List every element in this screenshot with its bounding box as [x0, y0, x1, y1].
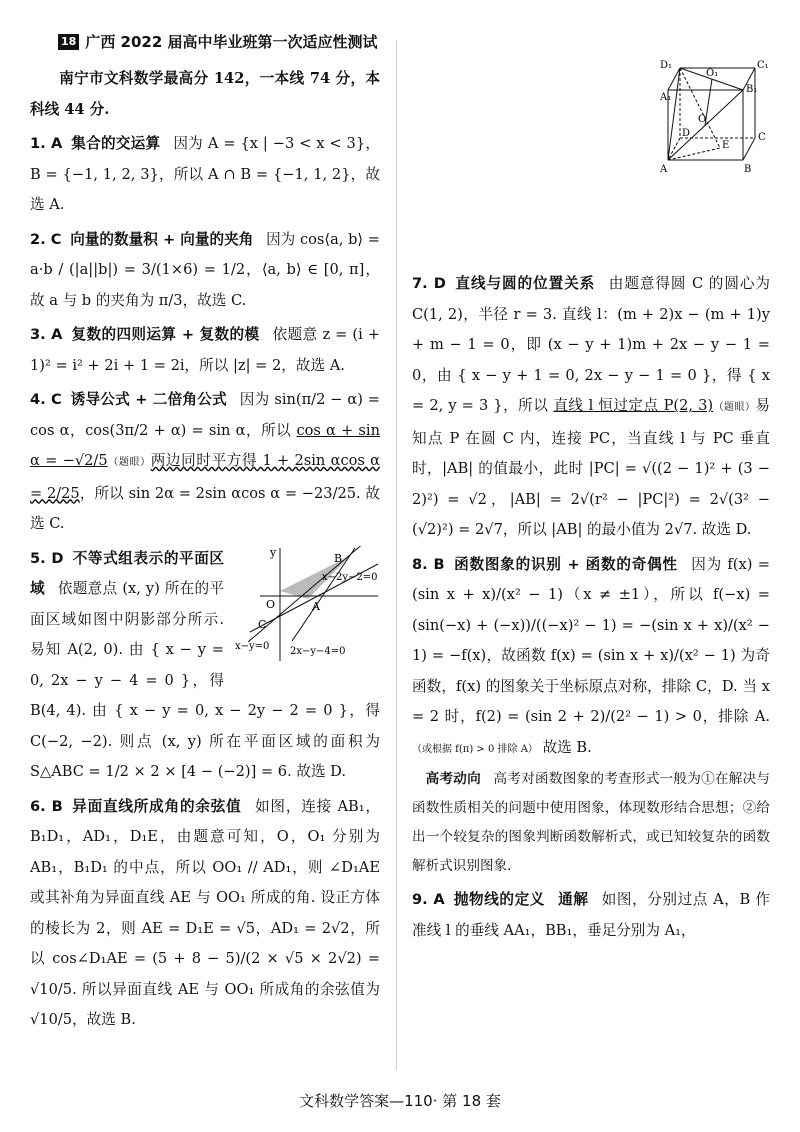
answer-4-underlined: cos α + sin α = −√2/5: [30, 421, 380, 469]
cube-label-o1: O₁: [706, 68, 719, 79]
answer-9: [412, 885, 770, 946]
region-graph: [230, 546, 380, 666]
cube-graph: [660, 60, 770, 180]
answer-7-text-1: 由题意得圆 C 的圆心为 C(1, 2)，半径 r = 3. 直线 l：(m + 2)x − (m + 1)y + m − 1 = 0，即 (x − y + 1)m + 2x − y − 1 = 0，由 { x − y + 1 = 0, 2x − y − 1 = 0 }，得 { x = 2, y = 3 }，所以: [412, 275, 770, 414]
answer-6-number: 6. B: [30, 797, 63, 815]
answer-7-tag: 直线与圆的位置关系: [455, 275, 596, 292]
answer-1: [30, 129, 380, 221]
label-line-3: 2x−y−4=0: [290, 645, 346, 657]
answer-7-text-2: 易知点 P 在圆 C 内，连接 PC，当直线 l 与 PC 垂直时，|AB| 的值最小，此时 |PC| = √((2 − 1)² + (3 − 2)²) = √2，|AB| = 2√(r² − |PC|²) = 2√(3² − (√2)²) = 2√7，所以 |AB| 的最小值为 2√7. 故选 D.: [412, 397, 771, 538]
score-intro: 南宁市文科数学最高分 142，一本线 74 分，本科线 44 分.: [30, 70, 380, 118]
answer-4-text-2: ，所以 sin 2α = 2sin αcos α = −23/25. 故选 C.: [30, 484, 381, 532]
answer-8-number: 8. B: [412, 555, 445, 573]
answer-4-number: 4. C: [30, 391, 62, 408]
exam-trend-text: 高考对函数图象的考查形式一般为①在解决与函数性质相关的问题中使用图象，体现数形结合思想；②给出一个较复杂的图象判断函数解析式，或已知较复杂的函数解析式识别图象.: [412, 771, 771, 874]
answer-8-tag: 函数图象的识别 + 函数的奇偶性: [454, 555, 678, 573]
cube-label-c: C: [758, 132, 766, 143]
cube-label-d1: D₁: [660, 60, 673, 71]
answer-9-text: 如图，分别过点 A，B 作准线 l 的垂线 AA₁，BB₁，垂足分别为 A₁，: [412, 891, 770, 939]
answer-3-number: 3. A: [30, 326, 63, 343]
label-b: B: [334, 551, 343, 565]
cube-label-b: B: [744, 164, 752, 175]
answer-3: [30, 320, 380, 381]
answer-4-wavy: 两边同时平方得 1 + 2sin αcos α = 2/25: [30, 452, 381, 502]
label-y: y: [270, 545, 277, 559]
answer-2: [30, 225, 380, 317]
answer-1-number: 1. A: [30, 135, 63, 152]
answer-5-text-1: 依题意点 (x, y) 所在的平面区域如图中阴影部分所示. 易知 A(2, 0).: [30, 580, 224, 658]
label-line-2: x−y=0: [235, 640, 270, 652]
answer-2-text: 因为 cos⟨a, b⟩ = a·b / (|a||b|) = 3/(1×6) = 1/2，⟨a, b⟩ ∈ [0, π]，故 a 与 b 的夹角为 π/3，故选 C.: [30, 230, 381, 309]
cube-label-a1: A₁: [660, 92, 672, 103]
answer-3-tag: 复数的四则运算 + 复数的模: [71, 326, 260, 343]
answer-7-underlined: 直线 l 恒过定点 P(2, 3): [553, 397, 714, 414]
page-title: [58, 28, 380, 56]
answer-6-text: 如图，连接 AB₁，B₁D₁，AD₁，D₁E，由题意可知，O，O₁ 分别为 AB₁，B₁D₁ 的中点，所以 OO₁ // AD₁，则 ∠D₁AE 或其补角为异面直线 AE 与 OO₁ 所成的角. 设正方体的棱长为 2，则 AE = D₁E = √5，AD₁ = 2√2，所以 cos∠D₁AE = (5 + 8 − 5)/(2 × √5 × 2√2) = √10/5. 所以异面直线 AE 与 OO₁ 所成角的余弦值为 √10/5，故选 B.: [30, 797, 380, 1028]
answer-2-tag: 向量的数量积 + 向量的夹角: [70, 230, 254, 248]
answer-8-text-2: 故选 B.: [542, 738, 592, 756]
cube-figure: [660, 60, 770, 180]
page-footer: 文科数学答案—110· 第 18 套: [299, 1092, 501, 1110]
answer-1-tag: 集合的交运算: [71, 135, 161, 152]
answer-8-small-note: （或根据 f(π) > 0 排除 A）: [412, 743, 538, 755]
right-column: [412, 60, 770, 946]
answer-5-tag: 不等式组表示的平面区域: [30, 549, 224, 597]
answer-6-tag: 异面直线所成角的余弦值: [72, 797, 242, 815]
label-line-1: x−2y−2=0: [322, 571, 378, 583]
region-figure: [230, 546, 380, 666]
cube-label-c1: C₁: [757, 60, 769, 71]
cube-label-d: D: [682, 128, 691, 139]
answer-8-text-1: 因为 f(x) = (sin x + x)/(x² − 1)（x ≠ ±1），所以 f(−x) = (sin(−x) + (−x))/((−x)² − 1) = −(sin x + x)/(x² − 1) = −f(x)，故函数 f(x) = (sin x + x)/(x² − 1) 为奇函数，f(x) 的图象关于坐标原点对称，排除 C，D. 当 x = 2 时，f(2) = (sin 2 + 2)/(2² − 1) > 0，排除 A.: [412, 555, 771, 725]
label-origin: O: [266, 597, 276, 611]
answer-9-tag: 抛物线的定义: [453, 891, 545, 908]
cube-label-e: E: [722, 140, 730, 151]
label-a: A: [312, 599, 320, 613]
answer-5-number: 5. D: [30, 549, 64, 567]
answer-7: [412, 269, 770, 546]
answer-4-hint: （题眼）: [107, 457, 151, 468]
answer-1-text: 因为 A = {x | −3 < x < 3}，B = {−1, 1, 2, 3}，所以 A ∩ B = {−1, 1, 2}，故选 A.: [30, 135, 380, 213]
answer-2-number: 2. C: [30, 230, 62, 248]
answer-3-text: 依题意 z = (i + 1)² = i² + 2i + 1 = 2i，所以 |z| = 2，故选 A.: [30, 326, 381, 374]
answer-5-text-2: 由 { x − y = 0, 2x − y − 4 = 0 }，得 B(4, 4). 由 { x − y = 0, x − 2y − 2 = 0 }，得 C(−2, −2). 则点 (x, y) 所在平面区域的面积为 S△ABC = 1/2 × 2 × [4 − (−2)] = 6. 故选 D.: [30, 641, 380, 780]
exam-trend-head: 高考动向: [425, 771, 481, 787]
answer-5: [30, 544, 380, 788]
exam-title: 广西 2022 届高中毕业班第一次适应性测试: [85, 33, 378, 51]
set-number-badge: 18: [58, 34, 79, 50]
column-divider: [396, 40, 397, 1070]
cube-label-o: O: [698, 114, 707, 125]
answer-4-text-1: 因为 sin(π/2 − α) = cos α，cos(3π/2 + α) = sin α，所以: [30, 391, 380, 439]
cube-label-a: A: [660, 164, 668, 175]
exam-trend-note: [412, 765, 770, 881]
answer-9-tag-2: 通解: [558, 891, 589, 908]
cube-label-b1: B₁: [746, 84, 758, 95]
left-column: [30, 28, 380, 1036]
answer-7-hint: （题眼）: [713, 402, 756, 413]
answer-9-number: 9. A: [412, 891, 445, 908]
answer-4: [30, 385, 380, 540]
answer-6-start: [30, 792, 380, 1036]
label-c: C: [258, 617, 267, 631]
answer-8: [412, 550, 770, 766]
answer-7-number: 7. D: [412, 275, 446, 292]
answer-4-tag: 诱导公式 + 二倍角公式: [70, 391, 227, 408]
